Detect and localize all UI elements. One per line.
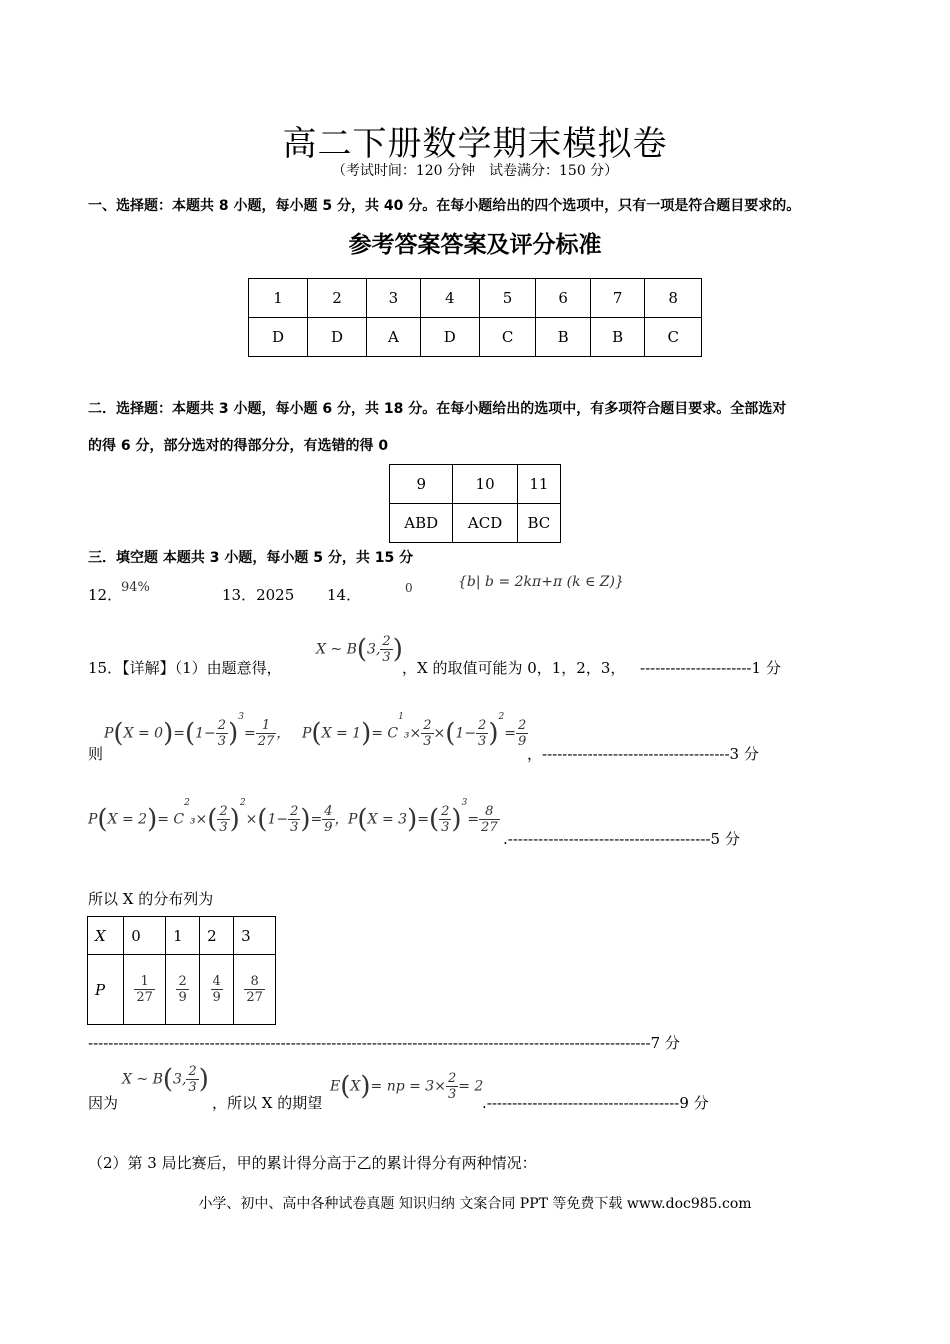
table-row (249, 279, 702, 318)
table-cell: B (590, 318, 645, 357)
table-cell: 2 (200, 917, 234, 955)
fraction-numerator: 8 (244, 974, 265, 990)
table-cell: BC (517, 504, 560, 543)
score-7: ---------------------------------------------------------------------------------------------------------------7 分 (88, 1034, 680, 1052)
prob-x3-formula: P(X = 3)=( $\frac{2}{3}$ )$^3$= $\frac{8}{27}$ (348, 798, 498, 835)
table-cell: D (249, 318, 308, 357)
fraction-denominator: 27 (136, 990, 153, 1005)
part-2-text: （2）第 3 局比赛后，甲的累计得分高于乙的累计得分有两种情况： (88, 1154, 537, 1172)
table-cell: 3 (234, 917, 276, 955)
prob-x0-formula: P(X = 0)=(1− $\frac{2}{3}$ )$^3$= $\frac{1}{27}$ ， (104, 712, 291, 749)
fraction-numerator: 4 (212, 974, 221, 989)
table-cell: C (479, 318, 536, 357)
distribution-table (87, 916, 276, 1025)
q14-answer-set: {b| b = 2kπ+π (k ∈ Z)} (458, 574, 624, 590)
table-cell: 8 (645, 279, 702, 318)
table-cell: 2 (308, 279, 367, 318)
score-3: ，-------------------------------------3 分 (527, 745, 759, 763)
table-cell: X (88, 917, 124, 955)
table-cell (166, 955, 200, 1025)
table-row (88, 917, 276, 955)
fraction-denominator: 9 (178, 990, 187, 1005)
table-cell (234, 955, 276, 1025)
fraction-denominator: 9 (212, 990, 221, 1005)
answer-table-2 (389, 464, 561, 543)
table-cell: ACD (453, 504, 517, 543)
table-cell: P (88, 955, 124, 1025)
expectation-text: ，所以 X 的期望 (212, 1094, 323, 1112)
fraction-denominator: 27 (246, 990, 263, 1005)
table-cell (200, 955, 234, 1025)
table-row (249, 318, 702, 357)
q13-answer: 13．2025 (222, 586, 295, 604)
fraction-numerator: 2 (178, 974, 187, 989)
table-cell: ABD (390, 504, 453, 543)
table-cell: 10 (453, 465, 517, 504)
exam-info: （考试时间：120 分钟 试卷满分：150 分） (331, 163, 619, 179)
table-cell: B (536, 318, 591, 357)
table-row (390, 504, 561, 543)
q12-answer: 94% (121, 580, 150, 595)
table-cell: 4 (420, 279, 479, 318)
page-footer: 小学、初中、高中各种试卷真题 知识归纳 文案合同 PPT 等免费下载 www.doc985.com (198, 1196, 752, 1212)
table-cell: D (308, 318, 367, 357)
table-cell: 9 (390, 465, 453, 504)
section-2-heading-line1: 二．选择题：本题共 3 小题，每小题 6 分，共 18 分。在每小题给出的选项中，有多项符合题目要求。全部选对 (88, 401, 787, 417)
table-cell: 3 (367, 279, 421, 318)
table-cell: 1 (249, 279, 308, 318)
section-1-heading: 一、选择题：本题共 8 小题，每小题 5 分，共 40 分。在每小题给出的四个选项中，只有一项是符合题目要求的。 (88, 198, 801, 214)
score-9: .--------------------------------------9 分 (482, 1094, 709, 1112)
score-1: ----------------------1 分 (640, 659, 781, 677)
expectation-formula: E(X)= np = 3× $\frac{2}{3}$ = 2 (330, 1071, 484, 1102)
table-cell: 6 (536, 279, 591, 318)
table-cell: 11 (517, 465, 560, 504)
prob-x2-formula: $P(X = 2)= C^2_3\times$( $\frac{2}{3}$ )$^2$×(1− $\frac{2}{3}$ )= $\frac{4}{9}$ ， (88, 798, 349, 835)
table-cell (124, 955, 166, 1025)
table-cell: 7 (590, 279, 645, 318)
fraction-numerator: 1 (134, 974, 155, 990)
answer-table-1 (248, 278, 702, 357)
binomial-formula: X ~ B(3, $\frac{2}{3}$ ) (316, 634, 403, 665)
q15-then: 则 (88, 745, 104, 763)
score-5: .----------------------------------------5 分 (503, 830, 740, 848)
table-cell: A (367, 318, 421, 357)
q12-label: 12． (88, 586, 123, 604)
table-row (88, 955, 276, 1025)
section-3-heading: 三．填空题 本题共 3 小题，每小题 5 分，共 15 分 (88, 550, 414, 566)
q15-values-text: ，X 的取值可能为 0，1，2，3， (402, 659, 626, 677)
q15-intro: 15．【详解】（1）由题意得， (88, 659, 282, 677)
table-cell: 0 (124, 917, 166, 955)
page-title: 高二下册数学期末模拟卷 (282, 124, 668, 164)
table-cell: 1 (166, 917, 200, 955)
q14-label: 14． (327, 586, 362, 604)
prob-x1-formula: $P(X = 1)= C^1_3\times$ $\frac{2}{3}$ ×(1− $\frac{2}{3}$ )$^2$= $\frac{2}{9}$ (302, 712, 527, 749)
section-2-heading-line2: 的得 6 分，部分选对的得部分分，有选错的得 0 (88, 438, 389, 454)
binomial-formula-2: X ~ B(3, $\frac{2}{3}$ ) (122, 1064, 209, 1095)
table-cell: C (645, 318, 702, 357)
distribution-label: 所以 X 的分布列为 (88, 890, 214, 908)
table-row (390, 465, 561, 504)
because-text: 因为 (88, 1094, 119, 1112)
table-cell: 5 (479, 279, 536, 318)
table-cell: D (420, 318, 479, 357)
answer-heading: 参考答案答案及评分标准 (348, 232, 602, 258)
q14-answer-zero: 0 (405, 581, 413, 595)
